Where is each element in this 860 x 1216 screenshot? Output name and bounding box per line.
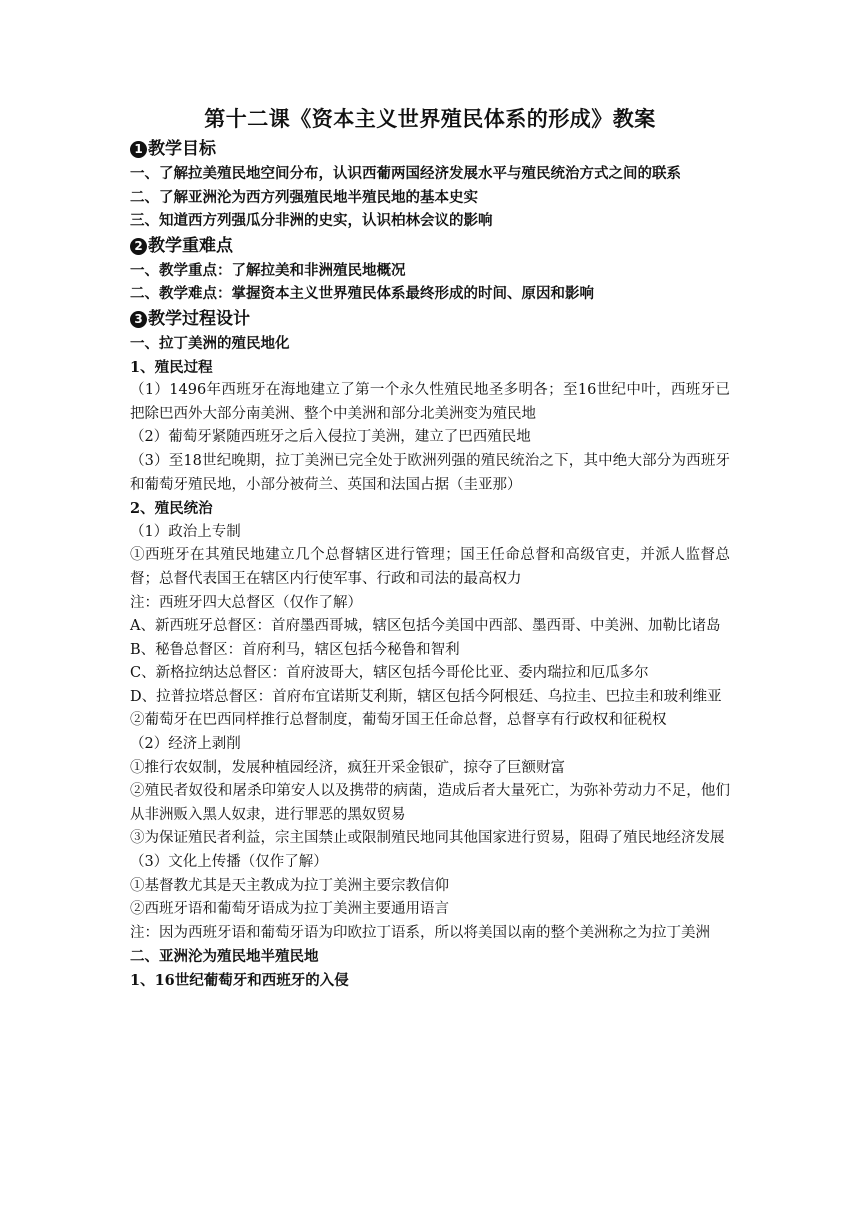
paragraph: A、新西班牙总督区：首府墨西哥城，辖区包括今美国中西部、墨西哥、中美洲、加勒比诸岛 <box>130 618 721 635</box>
paragraph: ①基督教尤其是天主教成为拉丁美洲主要宗教信仰 <box>130 877 449 894</box>
subheading: 1、殖民过程 <box>130 358 213 376</box>
paragraph: ③为保证殖民者利益，宗主国禁止或限制殖民地同其他国家进行贸易，阻碍了殖民地经济发展 <box>130 830 725 847</box>
subheading: 2、殖民统治 <box>130 500 213 518</box>
subheading: 一、拉丁美洲的殖民地化 <box>130 334 290 352</box>
paragraph: ①推行农奴制，发展种植园经济，疯狂开采金银矿，掠夺了巨额财富 <box>130 759 565 776</box>
subheading: 1、16世纪葡萄牙和西班牙的入侵 <box>130 972 349 989</box>
section-heading-process <box>130 306 730 332</box>
paragraph: ②葡萄牙在巴西同样推行总督制度，葡萄牙国王任命总督，总督享有行政权和征税权 <box>130 712 667 729</box>
document-title: 第十二课《资本主义世界殖民体系的形成》教案 <box>204 106 656 131</box>
goal-item: 一、了解拉美殖民地空间分布，认识西葡两国经济发展水平与殖民统治方式之间的联系 <box>130 165 681 182</box>
key-point-item: 一、教学重点：了解拉美和非洲殖民地概况 <box>130 261 406 279</box>
paragraph: （3）至18世纪晚期，拉丁美洲已完全处于欧洲列强的殖民统治之下，其中绝大部分为西班牙和葡萄牙殖民地，小部分被荷兰、英国和法国占据（圭亚那） <box>130 452 730 493</box>
paragraph: （2）葡萄牙紧随西班牙之后入侵拉丁美洲，建立了巴西殖民地 <box>130 429 531 446</box>
paragraph: D、拉普拉塔总督区：首府布宜诺斯艾利斯，辖区包括今阿根廷、乌拉圭、巴拉圭和玻利维亚 <box>130 688 722 705</box>
paragraph: （2）经济上剥削 <box>130 736 241 753</box>
subheading: 二、亚洲沦为殖民地半殖民地 <box>130 948 319 966</box>
paragraph: ①西班牙在其殖民地建立几个总督辖区进行管理；国王任命总督和高级官吏，并派人监督总督；总督代表国王在辖区内行使军事、行政和司法的最高权力 <box>130 547 730 587</box>
paragraph: （1）政治上专制 <box>130 523 241 540</box>
paragraph: ②西班牙语和葡萄牙语成为拉丁美洲主要通用语言 <box>130 901 449 918</box>
section-heading-goals <box>130 136 730 162</box>
paragraph: B、秘鲁总督区：首府利马，辖区包括今秘鲁和智利 <box>130 641 460 658</box>
circled-number-icon: 1 <box>130 141 147 158</box>
section-heading-key-points <box>130 233 730 259</box>
circled-number-icon: 2 <box>130 238 147 255</box>
paragraph: C、新格拉纳达总督区：首府波哥大，辖区包括今哥伦比亚、委内瑞拉和厄瓜多尔 <box>130 665 649 682</box>
document-body <box>130 104 730 993</box>
goal-item: 二、了解亚洲沦为西方列强殖民地半殖民地的基本史实 <box>130 188 478 206</box>
note: 注：西班牙四大总督区（仅作了解） <box>130 594 362 611</box>
goal-item: 三、知道西方列强瓜分非洲的史实，认识柏林会议的影响 <box>130 212 493 230</box>
section-heading-label: 教学过程设计 <box>148 308 250 329</box>
paragraph: ②殖民者奴役和屠杀印第安人以及携带的病菌，造成后者大量死亡，为弥补劳动力不足，他们从非洲贩入黑人奴隶，进行罪恶的黑奴贸易 <box>130 783 730 823</box>
key-point-item: 二、教学难点：掌握资本主义世界殖民体系最终形成的时间、原因和影响 <box>130 285 594 303</box>
circled-number-icon: 3 <box>130 311 147 328</box>
note: 注：因为西班牙语和葡萄牙语为印欧拉丁语系，所以将美国以南的整个美洲称之为拉丁美洲 <box>130 924 710 941</box>
section-heading-label: 教学重难点 <box>148 235 233 256</box>
paragraph: （3）文化上传播（仅作了解） <box>130 854 328 871</box>
section-heading-label: 教学目标 <box>148 139 216 159</box>
paragraph: （1）1496年西班牙在海地建立了第一个永久性殖民地圣多明各；至16世纪中叶，西班牙已把除巴西外大部分南美洲、整个中美洲和部分北美洲变为殖民地 <box>130 382 730 422</box>
